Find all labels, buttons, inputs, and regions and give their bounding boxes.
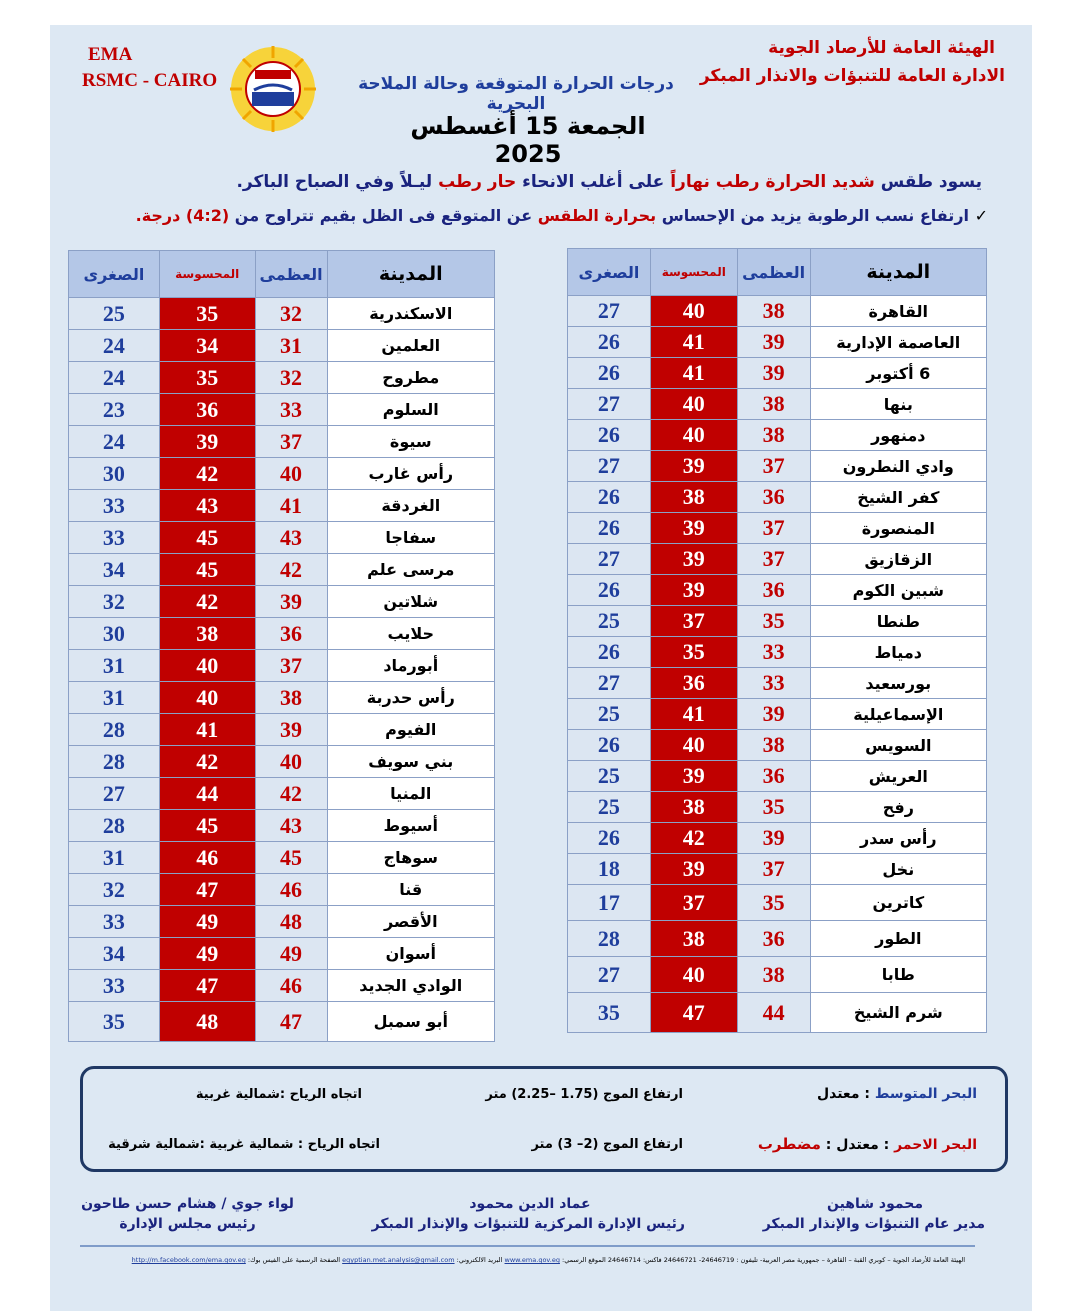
feels-temp: 40	[650, 389, 737, 420]
feels-temp: 38	[650, 921, 737, 957]
feels-temp: 35	[159, 362, 255, 394]
city-name: دمياط	[810, 637, 986, 668]
org-name: الهيئة العامة للأرصاد الجوية	[768, 38, 995, 58]
table-row	[69, 1002, 495, 1042]
min-temp: 23	[69, 394, 160, 426]
med-sea-wave: ارتفاع الموج (1.75 –2.25) متر	[485, 1087, 683, 1102]
org-department: الادارة العامة للتنبؤات والانذار المبكر	[699, 66, 1005, 86]
feels-temp: 36	[159, 394, 255, 426]
min-temp: 26	[568, 730, 651, 761]
city-name: المنيا	[327, 778, 494, 810]
table-row	[568, 389, 987, 420]
city-name: حلايب	[327, 618, 494, 650]
min-temp: 25	[568, 606, 651, 637]
city-name: طابا	[810, 957, 986, 993]
table-row	[568, 420, 987, 451]
table-row	[69, 810, 495, 842]
city-name: 6 أكتوبر	[810, 358, 986, 389]
table-row	[69, 426, 495, 458]
max-temp: 41	[255, 490, 327, 522]
table-row	[568, 296, 987, 327]
min-temp: 26	[568, 575, 651, 606]
max-temp: 42	[255, 554, 327, 586]
feels-temp: 40	[650, 957, 737, 993]
feels-temp: 45	[159, 810, 255, 842]
header-min: الصغرى	[568, 249, 651, 296]
city-name: العلمين	[327, 330, 494, 362]
max-temp: 43	[255, 810, 327, 842]
max-temp: 33	[255, 394, 327, 426]
table-row	[568, 606, 987, 637]
min-temp: 33	[69, 970, 160, 1002]
min-temp: 26	[568, 327, 651, 358]
min-temp: 28	[69, 746, 160, 778]
max-temp: 37	[255, 426, 327, 458]
table-row	[568, 482, 987, 513]
max-temp: 45	[255, 842, 327, 874]
med-sea-wind: اتجاه الرياح :شمالية غربية	[195, 1087, 362, 1102]
feels-temp: 47	[159, 874, 255, 906]
max-temp: 39	[737, 327, 810, 358]
city-name: الغردقة	[327, 490, 494, 522]
city-name: العريش	[810, 761, 986, 792]
max-temp: 37	[737, 513, 810, 544]
min-temp: 24	[69, 362, 160, 394]
header-feels: المحسوسة	[650, 249, 737, 296]
max-temp: 33	[737, 668, 810, 699]
table-row	[69, 330, 495, 362]
table-row	[568, 730, 987, 761]
feels-temp: 42	[650, 823, 737, 854]
city-name: أسيوط	[327, 810, 494, 842]
city-name: كفر الشيخ	[810, 482, 986, 513]
feels-temp: 39	[650, 854, 737, 885]
table-row	[69, 650, 495, 682]
signature-forecast-director: محمود شاهين مدير عام التنبؤات والإنذار المبكر	[762, 1196, 985, 1232]
city-name: سيوة	[327, 426, 494, 458]
signature-central-director: عماد الدين محمود رئيس الإدارة المركزية للتنبؤات والإنذار المبكر	[371, 1196, 685, 1232]
feels-temp: 40	[159, 682, 255, 714]
min-temp: 33	[69, 906, 160, 938]
city-name: الأقصر	[327, 906, 494, 938]
table-row	[69, 682, 495, 714]
min-temp: 25	[568, 792, 651, 823]
min-temp: 35	[568, 993, 651, 1033]
table-header-row	[568, 249, 987, 296]
feels-temp: 36	[650, 668, 737, 699]
table-row	[69, 618, 495, 650]
city-name: رأس سدر	[810, 823, 986, 854]
city-name: بورسعيد	[810, 668, 986, 699]
min-temp: 17	[568, 885, 651, 921]
max-temp: 47	[255, 1002, 327, 1042]
max-temp: 39	[737, 699, 810, 730]
min-temp: 27	[568, 957, 651, 993]
max-temp: 42	[255, 778, 327, 810]
feels-temp: 37	[650, 606, 737, 637]
min-temp: 26	[568, 358, 651, 389]
table-row	[69, 906, 495, 938]
max-temp: 39	[255, 714, 327, 746]
feels-temp: 38	[650, 792, 737, 823]
min-temp: 27	[69, 778, 160, 810]
city-name: أسوان	[327, 938, 494, 970]
min-temp: 25	[568, 699, 651, 730]
check-icon: ✓	[974, 206, 988, 225]
feels-temp: 39	[650, 761, 737, 792]
max-temp: 40	[255, 746, 327, 778]
table-row	[69, 458, 495, 490]
table-row	[69, 714, 495, 746]
min-temp: 25	[568, 761, 651, 792]
max-temp: 36	[737, 761, 810, 792]
max-temp: 33	[737, 637, 810, 668]
feels-temp: 41	[159, 714, 255, 746]
table-row	[69, 362, 495, 394]
table-row	[69, 298, 495, 330]
table-row	[568, 854, 987, 885]
max-temp: 35	[737, 885, 810, 921]
ema-label: EMA	[88, 44, 133, 65]
max-temp: 44	[737, 993, 810, 1033]
city-name: كاترين	[810, 885, 986, 921]
table-row	[69, 938, 495, 970]
min-temp: 27	[568, 544, 651, 575]
max-temp: 36	[737, 921, 810, 957]
feels-temp: 42	[159, 458, 255, 490]
feels-temp: 40	[650, 730, 737, 761]
table-header-row	[69, 251, 495, 298]
city-name: الزقازيق	[810, 544, 986, 575]
feels-temp: 45	[159, 522, 255, 554]
table-row	[69, 746, 495, 778]
min-temp: 34	[69, 554, 160, 586]
feels-temp: 35	[159, 298, 255, 330]
max-temp: 38	[737, 296, 810, 327]
feels-temp: 47	[650, 993, 737, 1033]
header-city: المدينة	[810, 249, 986, 296]
min-temp: 26	[568, 823, 651, 854]
max-temp: 37	[737, 544, 810, 575]
min-temp: 28	[568, 921, 651, 957]
city-name: السويس	[810, 730, 986, 761]
city-name: الفيوم	[327, 714, 494, 746]
email-link[interactable]: egyptian.met.analysis@gmail.com	[342, 1256, 455, 1264]
table-row	[568, 761, 987, 792]
max-temp: 36	[255, 618, 327, 650]
city-name: المنصورة	[810, 513, 986, 544]
feels-temp: 42	[159, 746, 255, 778]
feels-temp: 48	[159, 1002, 255, 1042]
city-name: رأس غارب	[327, 458, 494, 490]
feels-temp: 44	[159, 778, 255, 810]
feels-temp: 49	[159, 906, 255, 938]
sea-state-box	[80, 1066, 1008, 1172]
table-row	[69, 490, 495, 522]
table-row	[69, 874, 495, 906]
min-temp: 24	[69, 426, 160, 458]
feels-temp: 40	[650, 296, 737, 327]
feels-temp: 40	[159, 650, 255, 682]
max-temp: 38	[255, 682, 327, 714]
min-temp: 33	[69, 490, 160, 522]
city-name: نخل	[810, 854, 986, 885]
min-temp: 32	[69, 586, 160, 618]
max-temp: 43	[255, 522, 327, 554]
max-temp: 35	[737, 792, 810, 823]
table-row	[69, 586, 495, 618]
header-city: المدينة	[327, 251, 494, 298]
max-temp: 40	[255, 458, 327, 490]
feels-temp: 46	[159, 842, 255, 874]
city-name: وادي النطرون	[810, 451, 986, 482]
city-name: رأس حدربة	[327, 682, 494, 714]
max-temp: 39	[255, 586, 327, 618]
weather-summary-line1: يسود طقس شديد الحرارة رطب نهاراً على أغلب الانحاء حار رطب ليـلاً وفي الصباح الباكر.	[236, 172, 982, 192]
feels-temp: 41	[650, 327, 737, 358]
table-row	[568, 668, 987, 699]
max-temp: 39	[737, 823, 810, 854]
max-temp: 35	[737, 606, 810, 637]
city-name: الطور	[810, 921, 986, 957]
max-temp: 36	[737, 482, 810, 513]
max-temp: 49	[255, 938, 327, 970]
feels-temp: 38	[159, 618, 255, 650]
max-temp: 31	[255, 330, 327, 362]
max-temp: 37	[737, 451, 810, 482]
red-sea-wind: اتجاه الرياح : شمالية غربية :شمالية شرقية	[108, 1137, 380, 1152]
feels-temp: 35	[650, 637, 737, 668]
max-temp: 38	[737, 730, 810, 761]
max-temp: 32	[255, 298, 327, 330]
table-row	[69, 970, 495, 1002]
table-row	[69, 394, 495, 426]
table-row	[69, 842, 495, 874]
min-temp: 27	[568, 389, 651, 420]
max-temp: 46	[255, 874, 327, 906]
table-row	[568, 699, 987, 730]
min-temp: 28	[69, 810, 160, 842]
city-name: أبورماد	[327, 650, 494, 682]
header-min: الصغرى	[69, 251, 160, 298]
facebook-link[interactable]: http://m.facebook.com/ema.gov.eg	[131, 1256, 246, 1264]
max-temp: 38	[737, 389, 810, 420]
city-name: الاسكندرية	[327, 298, 494, 330]
min-temp: 34	[69, 938, 160, 970]
weather-summary-line2: ✓ ارتفاع نسب الرطوبة يزيد من الإحساس بحرارة الطقس عن المتوقع فى الظل بقيم تتراوح من (4:2) درجة.	[135, 206, 988, 225]
city-name: رفح	[810, 792, 986, 823]
min-temp: 26	[568, 482, 651, 513]
ema-logo-icon	[228, 44, 318, 134]
table-row	[568, 637, 987, 668]
feels-temp: 37	[650, 885, 737, 921]
min-temp: 26	[568, 513, 651, 544]
city-name: شرم الشيخ	[810, 993, 986, 1033]
max-temp: 37	[737, 854, 810, 885]
table-row	[568, 327, 987, 358]
max-temp: 38	[737, 420, 810, 451]
header-max: العظمى	[737, 249, 810, 296]
feels-temp: 42	[159, 586, 255, 618]
red-sea-label-group: البحر الاحمر : معتدل : مضطرب	[757, 1135, 977, 1153]
feels-temp: 40	[650, 420, 737, 451]
city-name: شلاتين	[327, 586, 494, 618]
city-name: الوادي الجديد	[327, 970, 494, 1002]
feels-temp: 39	[650, 544, 737, 575]
city-name: مرسى علم	[327, 554, 494, 586]
bulletin-date: الجمعة 15 أغسطس 2025	[410, 112, 646, 168]
max-temp: 48	[255, 906, 327, 938]
footer-contact: الهيئة العامة للأرصاد الجوية – كوبري القبة – القاهرة – جمهورية مصر العربية- تليفون : 24646719- 24646721 فاكس: 24646714 الموقع الرسمي: www.ema.gov.eg البريد الالكتروني: egyptian.met.analysis@gmail.com الصفحة الرسمية على الفيس بوك: http://m.facebook.com/ema.gov.eg	[131, 1256, 965, 1264]
min-temp: 24	[69, 330, 160, 362]
left-temperature-table	[68, 250, 495, 1042]
city-name: بني سويف	[327, 746, 494, 778]
min-temp: 31	[69, 650, 160, 682]
city-name: بنها	[810, 389, 986, 420]
table-row	[568, 575, 987, 606]
city-name: دمنهور	[810, 420, 986, 451]
footer-divider	[80, 1245, 975, 1247]
feels-temp: 39	[650, 575, 737, 606]
table-row	[568, 823, 987, 854]
feels-temp: 34	[159, 330, 255, 362]
min-temp: 25	[69, 298, 160, 330]
min-temp: 26	[568, 637, 651, 668]
table-row	[568, 921, 987, 957]
city-name: سوهاج	[327, 842, 494, 874]
med-sea-label-group: البحر المتوسط : معتدل	[816, 1086, 977, 1102]
feels-temp: 39	[650, 451, 737, 482]
city-name: أبو سمبل	[327, 1002, 494, 1042]
max-temp: 36	[737, 575, 810, 606]
table-row	[568, 957, 987, 993]
min-temp: 28	[69, 714, 160, 746]
header-feels: المحسوسة	[159, 251, 255, 298]
min-temp: 32	[69, 874, 160, 906]
feels-temp: 47	[159, 970, 255, 1002]
feels-temp: 45	[159, 554, 255, 586]
city-name: العاصمة الإدارية	[810, 327, 986, 358]
max-temp: 39	[737, 358, 810, 389]
max-temp: 32	[255, 362, 327, 394]
city-name: طنطا	[810, 606, 986, 637]
table-row	[568, 513, 987, 544]
min-temp: 31	[69, 842, 160, 874]
max-temp: 46	[255, 970, 327, 1002]
bulletin-subtitle: درجات الحرارة المتوقعة وحالة الملاحة البحرية	[358, 74, 674, 114]
min-temp: 30	[69, 458, 160, 490]
table-row	[568, 792, 987, 823]
header-max: العظمى	[255, 251, 327, 298]
feels-temp: 49	[159, 938, 255, 970]
feels-temp: 43	[159, 490, 255, 522]
table-row	[568, 451, 987, 482]
city-name: شبين الكوم	[810, 575, 986, 606]
city-name: سفاجا	[327, 522, 494, 554]
min-temp: 31	[69, 682, 160, 714]
table-row	[69, 778, 495, 810]
table-row	[568, 993, 987, 1033]
max-temp: 38	[737, 957, 810, 993]
table-row	[69, 554, 495, 586]
city-name: القاهرة	[810, 296, 986, 327]
feels-temp: 39	[650, 513, 737, 544]
min-temp: 26	[568, 420, 651, 451]
feels-temp: 41	[650, 358, 737, 389]
min-temp: 30	[69, 618, 160, 650]
min-temp: 35	[69, 1002, 160, 1042]
min-temp: 27	[568, 451, 651, 482]
table-row	[568, 885, 987, 921]
min-temp: 33	[69, 522, 160, 554]
city-name: الإسماعيلية	[810, 699, 986, 730]
signature-chairman: لواء جوي / هشام حسن طاحون رئيس مجلس الإدارة	[81, 1196, 294, 1232]
min-temp: 27	[568, 668, 651, 699]
max-temp: 37	[255, 650, 327, 682]
city-name: مطروح	[327, 362, 494, 394]
feels-temp: 38	[650, 482, 737, 513]
table-row	[568, 358, 987, 389]
table-row	[568, 544, 987, 575]
feels-temp: 41	[650, 699, 737, 730]
table-row	[69, 522, 495, 554]
feels-temp: 39	[159, 426, 255, 458]
website-link[interactable]: www.ema.gov.eg	[504, 1256, 560, 1264]
rsmc-label: RSMC - CAIRO	[82, 70, 218, 91]
min-temp: 27	[568, 296, 651, 327]
red-sea-wave: ارتفاع الموج (2– 3) متر	[531, 1137, 683, 1152]
city-name: قنا	[327, 874, 494, 906]
min-temp: 18	[568, 854, 651, 885]
right-temperature-table	[567, 248, 987, 1033]
city-name: السلوم	[327, 394, 494, 426]
